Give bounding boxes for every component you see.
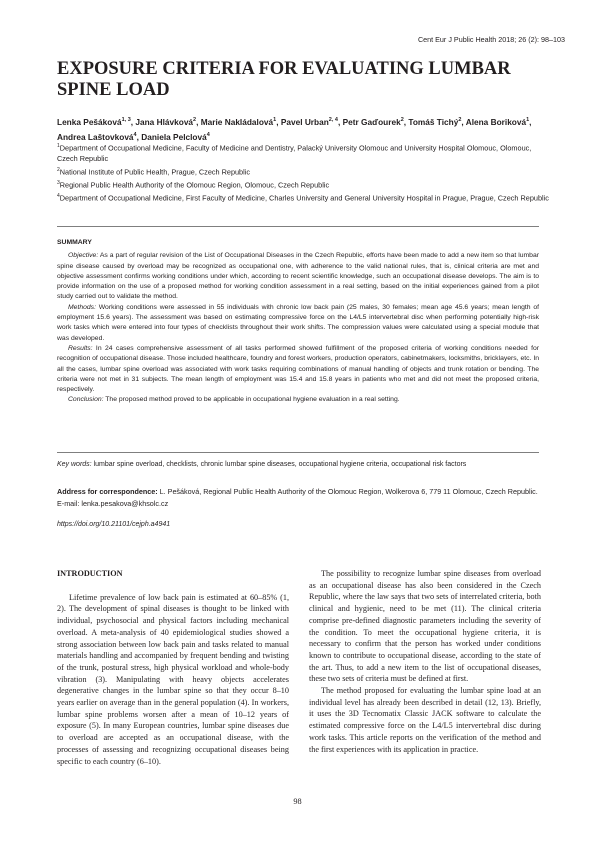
summary-heading: SUMMARY	[57, 239, 92, 246]
body-paragraph: The possibility to recognize lumbar spine diseases from overload as an occupational disease has also been considered in the Czech Republic, where the law says that two sets of interrelated criteria, both clinical and hygienic, need to be met (11). The clinical criteria comprise pre-defined diagnostic parameters including the severity of the condition. To meet the occupational hygiene criteria, it is necessary to confirm that the person has worked under conditions known to contribute to occupational disease, according to the state of the art. Thus, to add a new item to the list of occupational diseases, these two sets of criteria must be defined at first.	[309, 569, 541, 684]
summary-paragraph	[57, 395, 539, 405]
summary-top-rule	[57, 226, 539, 227]
author-affiliation-mark: 1, 3	[121, 117, 131, 123]
affiliation-item	[57, 141, 552, 165]
summary-label: Results:	[68, 344, 93, 352]
summary-text: The proposed method proved to be applicable in occupational hygiene evaluation in a real setting.	[103, 396, 400, 404]
correspondence	[57, 486, 539, 510]
author-name: Marie Nakládalová	[200, 116, 274, 127]
body-paragraph: Lifetime prevalence of low back pain is estimated at 60–85% (1, 2). The development of spinal diseases is thought to be linked with individual, psychosocial and physical factors including mechanical overload. A meta-analysis of 40 epidemiological studies showed a strong association between low back pain and tasks related to manual materials handling and accompanied by frequent bending and twisting of the trunk, postural stress, high physical workload and whole-body vibration (3). Manipulating with heavy objects accelerates degenerative changes in the lumbar spine so that they occur 8–10 years earlier on average than in the general population (4). In workers, lumbar spine problems worsen after a mean of 10–12 years of exposure (5). In many European countries, lumbar spine diseases due to overload are accepted as an occupational disease, with the processes of assessing and recognizing occupational diseases being specific to each country (6–10).	[57, 592, 289, 766]
introduction-left-body	[57, 592, 289, 768]
affiliation-text: Department of Occupational Medicine, Faculty of Medicine and Dentistry, Palacký University Olomouc and University Hospital Olomouc, Olomouc, Czech Republic	[57, 143, 532, 164]
summary-paragraph	[57, 344, 539, 395]
author-name: Andrea Laštovková	[57, 131, 134, 142]
affiliation-item	[57, 191, 552, 204]
affiliation-item	[57, 178, 552, 191]
affiliation-text: Department of Occupational Medicine, First Faculty of Medicine, Charles University and General University Hospital in Prague, Prague, Czech Republic	[59, 193, 549, 203]
affiliation-number: 4	[57, 192, 60, 199]
correspondence-label: Address for correspondence:	[57, 487, 158, 496]
summary-text: In 24 cases comprehensive assessment of all tasks performed showed fulfillment of the proposed criteria of working conditions needed for recognition of occupational disease. Those included healthcare, foundry and forest workers, production operators, cabinetmakers, locksmiths, bricklayers, etc. In all the cases, lumbar spine overload was associated with work tasks requiring combinations of manual handling of objects and trunk rotation or bending. The criteria were not met in 31 subjects. The mean length of employment was 15.4 and 15.8 years in patients who met and did not meet the proposed criteria, respectively.	[57, 344, 539, 394]
keywords-label: Key words:	[57, 461, 92, 468]
author-affiliation-mark: 2	[400, 117, 404, 123]
author-name: Daniela Pelclová	[141, 131, 207, 142]
author-name: Lenka Pešáková	[57, 116, 122, 127]
introduction-right-body	[309, 568, 541, 755]
summary-bottom-rule	[57, 452, 539, 453]
author-name: Jana Hlávková	[135, 116, 194, 127]
article-title: EXPOSURE CRITERIA FOR EVALUATING LUMBAR SPINE LOAD	[57, 59, 511, 100]
author-affiliation-mark: 1	[273, 117, 277, 123]
keywords-text: lumbar spine overload, checklists, chronic lumbar spine diseases, occupational hygiene criteria, occupational risk factors	[91, 461, 467, 468]
summary-label: Methods:	[68, 303, 96, 311]
affiliation-text: Regional Public Health Authority of the Olomouc Region, Olomouc, Czech Republic	[59, 180, 330, 190]
author-affiliation-mark: 2	[458, 117, 462, 123]
keywords	[57, 460, 539, 470]
affiliation-item	[57, 165, 552, 178]
affiliation-number: 3	[57, 179, 60, 186]
author-affiliation-mark: 4	[206, 131, 210, 138]
author-list: Lenka Pešáková$^{1, 3}$, Jana Hlávková$^2$, Marie Nakládalová$^1$, Pavel Urban$^{2, 4}$, Petr Gaďourek$^2$, Tomáš Tichý$^2$, Alena Boriková$^1$, Andrea Laštovková$^4$, Daniela Pelclová$^4$	[57, 116, 532, 142]
summary-label: Conclusion:	[68, 396, 104, 404]
affiliation-text: National Institute of Public Health, Prague, Czech Republic	[59, 167, 251, 177]
column-left	[57, 568, 289, 767]
affiliation-number: 2	[57, 166, 60, 173]
author-affiliation-mark: 4	[133, 131, 137, 138]
summary-body	[57, 251, 539, 405]
summary-label: Objective:	[68, 252, 99, 260]
summary-section	[57, 238, 539, 406]
column-right	[309, 568, 541, 755]
author-affiliation-mark: 1	[526, 117, 530, 123]
author-name: Alena Boriková	[465, 116, 527, 127]
summary-text: Working conditions were assessed in 55 individuals with chronic low back pain (25 males, 30 females; mean age 45.6 years; mean length of employment 15.6 years). The assessment was based on estimating compressive force on the L4/L5 intervertebral disc when performing potentially high-risk work tasks which were entered into four types of checklists throughout their work shifts. The compression values were calculated using a special module that was developed.	[57, 303, 539, 342]
body-paragraph: The method proposed for evaluating the lumbar spine load at an individual level has already been described in detail (12, 13). Briefly, it uses the 3D Tecnomatix Classic JACK software to calculate the estimated compressive force on the L4/L5 intervertebral disc during work tasks. This article reports on the verification of the method and the first experiences with its application in practice.	[309, 686, 541, 754]
introduction-heading: INTRODUCTION	[57, 569, 123, 578]
summary-text: As a part of regular revision of the List of Occupational Diseases in the Czech Republic, efforts have been made to add a new item so that lumbar spine disease caused by overload may be recognized as occupational one, with adherence to the valid national rules, that is, clinical criteria are met and objective assessment confirms working conditions under which, according to recent scientific knowledge, such an occupational disease develops. The aim is to provide information on the use of a proposed method for working condition assessment in a real setting, based on the initial experiences gained from a pilot study carried out to validate the method.	[57, 252, 539, 301]
page-number: 98	[293, 797, 302, 806]
correspondence-text: L. Pešáková, Regional Public Health Authority of the Olomouc Region, Wolkerova 6, 779 11 Olomouc, Czech Republic. E-mail: lenka.pesakova@khsolc.cz	[57, 487, 538, 508]
author-name: Pavel Urban	[280, 116, 329, 127]
author-name: Petr Gaďourek	[342, 116, 401, 127]
author-affiliation-mark: 2, 4	[328, 117, 338, 123]
author-affiliation-mark: 2	[193, 117, 197, 123]
journal-reference: Cent Eur J Public Health 2018; 26 (2): 98–103	[417, 35, 565, 44]
affiliations	[57, 141, 552, 204]
summary-paragraph	[57, 251, 539, 302]
author-name: Tomáš Tichý	[408, 116, 459, 127]
doi-text[interactable]: https://doi.org/10.21101/cejph.a4941	[57, 521, 171, 528]
affiliation-number: 1	[57, 143, 60, 149]
doi-link[interactable]	[57, 521, 170, 528]
summary-paragraph	[57, 303, 539, 344]
